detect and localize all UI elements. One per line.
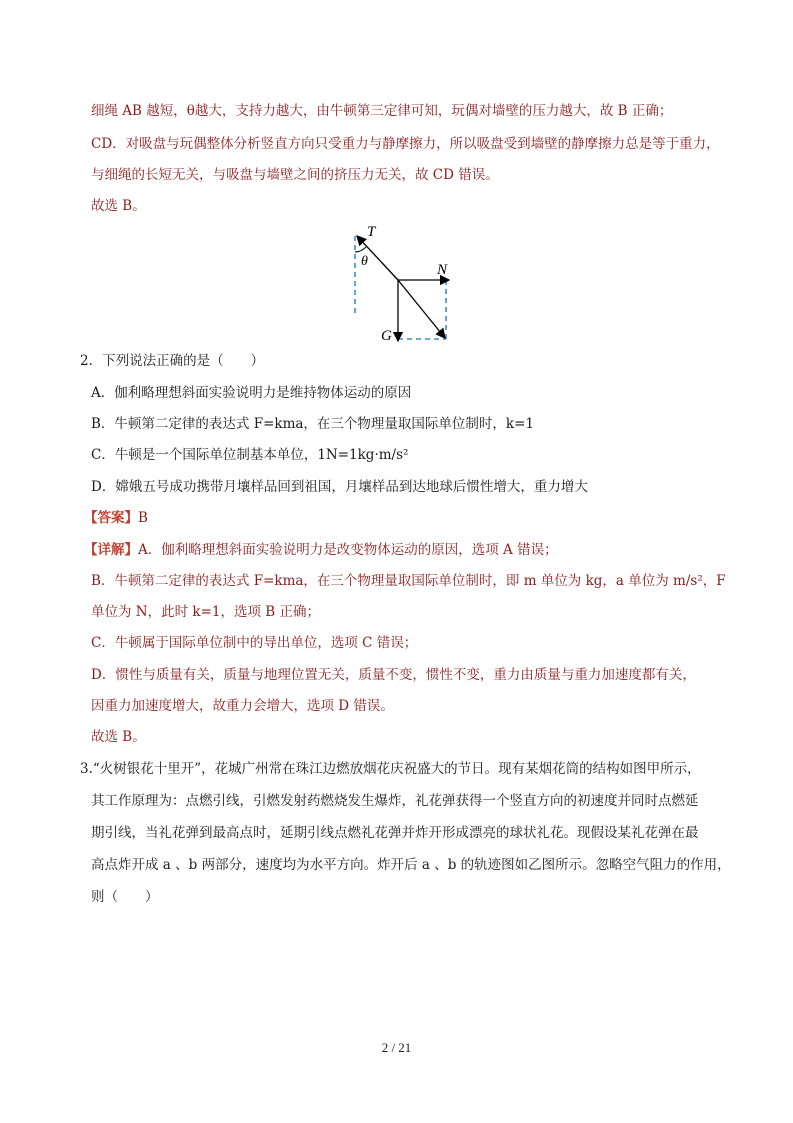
prev-answer-line-3: 与细绳的长短无关，与吸盘与墙壁之间的挤压力无关，故 CD 错误。 — [91, 167, 499, 183]
force-diagram — [345, 222, 485, 347]
resultant-arrow — [398, 280, 445, 338]
question-2-stem: 2．下列说法正确的是（ ） — [80, 353, 265, 369]
question-2-option-b: B．牛顿第二定律的表达式 F=kma，在三个物理量取国际单位制时，k=1 — [91, 416, 535, 432]
question-2-answer — [84, 508, 148, 528]
question-3-line-3: 期引线，当礼花弹到最高点时，延期引线点燃礼花弹并炸开形成漂亮的球状礼花。现假设某礼花弹在最 — [91, 825, 699, 841]
answer-tag: 【答案】 — [84, 510, 138, 526]
detail-a-text: A．伽利略理想斜面实验说明力是改变物体运动的原因，选项 A 错误； — [138, 542, 558, 558]
prev-answer-line-2: CD．对吸盘与玩偶整体分析竖直方向只受重力与静摩擦力，所以吸盘受到墙壁的静摩擦力总是等于重力， — [91, 136, 720, 152]
question-2-option-c: C．牛顿是一个国际单位制基本单位，1N=1kg·m/s² — [91, 447, 409, 463]
question-2-option-d: D．嫦娥五号成功携带月壤样品回到祖国，月壤样品到达地球后惯性增大，重力增大 — [91, 479, 588, 495]
question-3-line-4: 高点炸开成 a 、b 两部分，速度均为水平方向。炸开后 a 、b 的轨迹图如乙图所示。忽略空气阻力的作用， — [91, 857, 731, 873]
detail-tag: 【详解】 — [84, 542, 138, 558]
prev-answer-conclusion: 故选 B。 — [91, 198, 146, 214]
page-number: 2 / 21 — [381, 1040, 412, 1055]
question-2-detail-a — [84, 540, 558, 560]
question-3-line-1: 3.“火树银花十里开”，花城广州常在珠江边燃放烟花庆祝盛大的节日。现有某烟花筒的结构如图甲所示， — [80, 761, 701, 777]
label-T: T — [367, 224, 376, 240]
question-3-line-2: 其工作原理为：点燃引线，引燃发射药燃烧发生爆炸，礼花弹获得一个竖直方向的初速度并同时点燃延 — [91, 793, 699, 809]
prev-answer-line-1: 细绳 AB 越短，θ越大，支持力越大，由牛顿第三定律可知，玩偶对墙壁的压力越大，故 B 正确； — [91, 103, 673, 119]
theta-arc — [355, 247, 366, 252]
question-2-detail-d-1: D．惯性与质量有关，质量与地理位置无关，质量不变，惯性不变，重力由质量与重力加速度都有关， — [91, 667, 696, 683]
question-2-detail-b-2: 单位为 N，此时 k=1，选项 B 正确； — [91, 604, 320, 620]
answer-value: B — [138, 510, 148, 526]
question-3-line-5: 则（ ） — [91, 889, 159, 905]
label-G: G — [381, 328, 392, 344]
question-2-detail-d-2: 因重力加速度增大，故重力会增大，选项 D 错误。 — [91, 698, 394, 714]
label-N: N — [437, 262, 448, 278]
question-2-detail-b-1: B．牛顿第二定律的表达式 F=kma，在三个物理量取国际单位制时，即 m 单位为 kg，a 单位为 m/s²，F — [91, 573, 726, 589]
label-theta: θ — [361, 254, 368, 269]
question-2-option-a: A．伽利略理想斜面实验说明力是维持物体运动的原因 — [91, 385, 412, 401]
question-2-conclusion: 故选 B。 — [91, 729, 146, 745]
question-2-detail-c: C．牛顿属于国际单位制中的导出单位，选项 C 错误； — [91, 635, 418, 651]
